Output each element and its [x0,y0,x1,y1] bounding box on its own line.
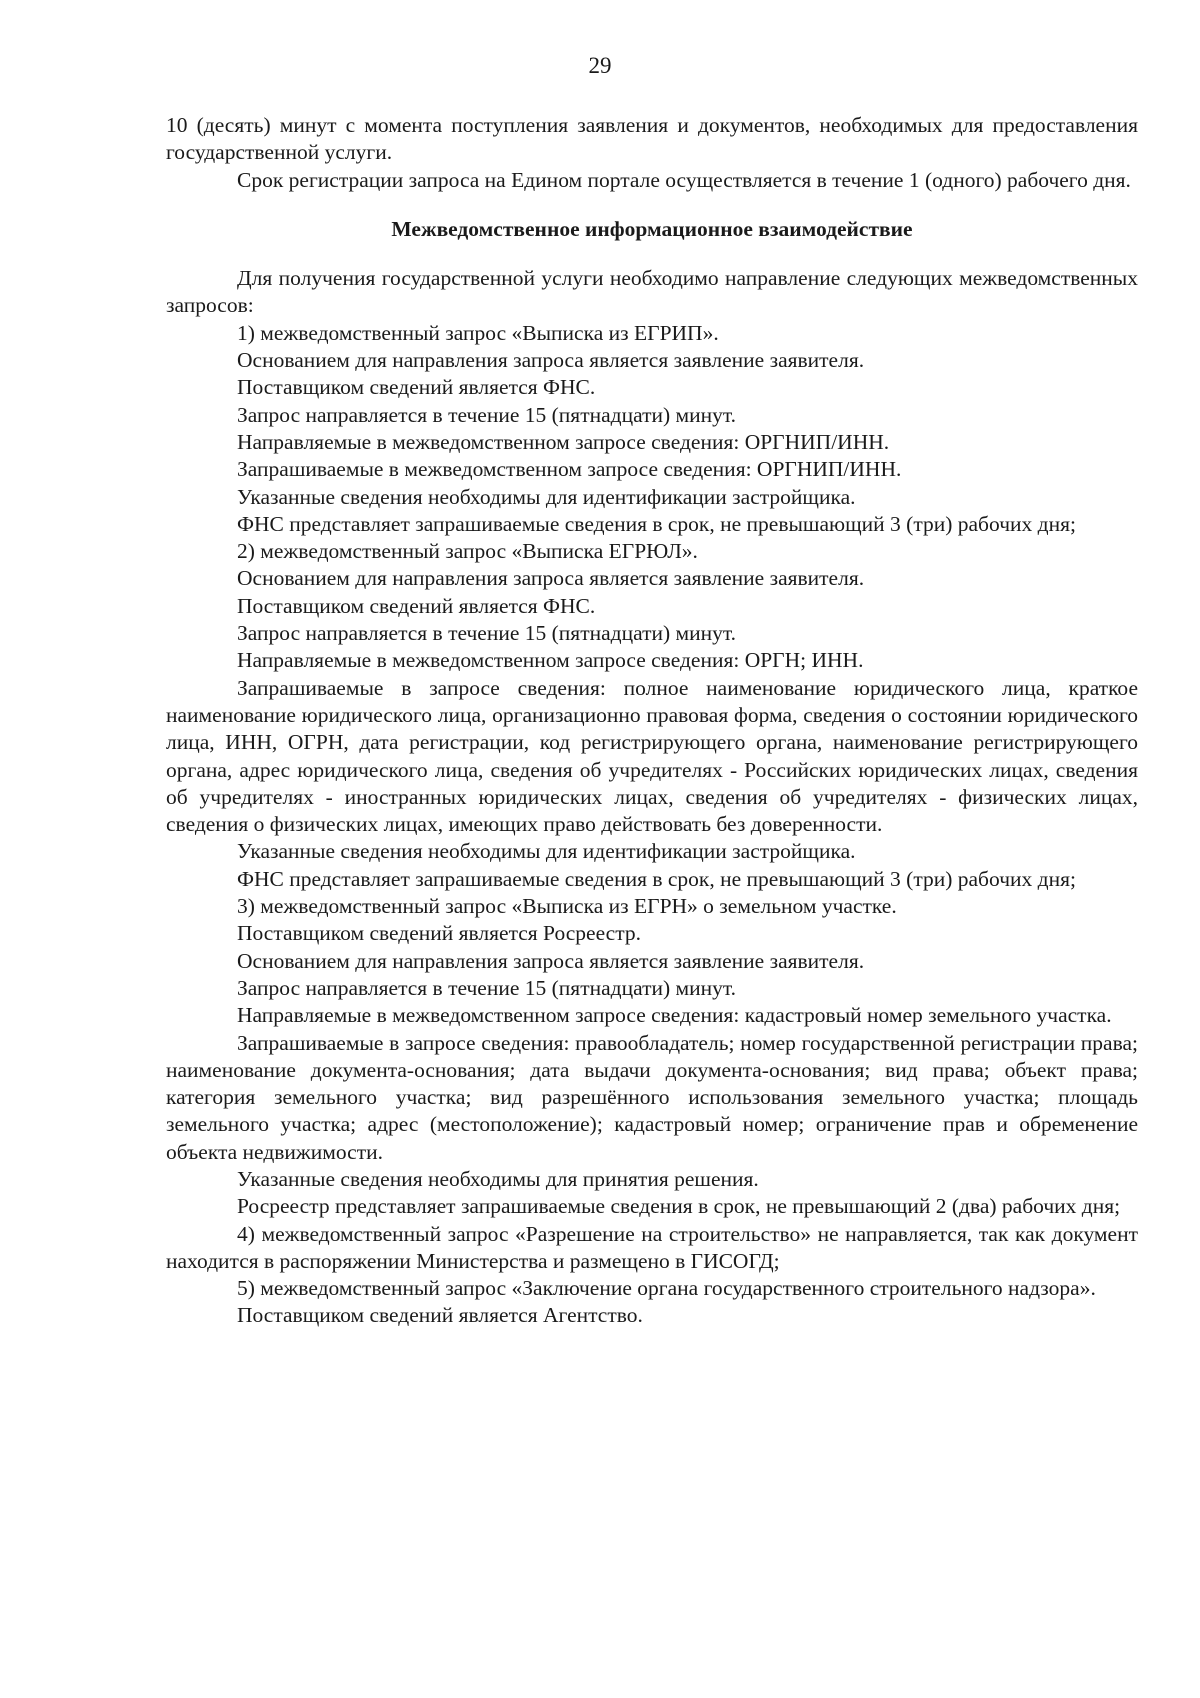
paragraph: 4) межведомственный запрос «Разрешение на строительство» не направляется, так как документ находится в распоряжении Министерства и размещено в ГИСОГД; [166,1221,1138,1273]
paragraph: 2) межведомственный запрос «Выписка ЕГРЮЛ». [237,539,698,564]
paragraph: 1) межведомственный запрос «Выписка из ЕГРИП». [237,320,719,345]
document-body [166,112,1138,1330]
paragraph: Указанные сведения необходимы для идентификации застройщика. [237,484,856,509]
paragraph: Для получения государственной услуги необходимо направление следующих межведомственных запросов: [166,266,1138,318]
paragraph: Направляемые в межведомственном запросе сведения: кадастровый номер земельного участка. [237,1003,1112,1028]
page-number: 29 [588,53,612,78]
paragraph: 10 (десять) минут с момента поступления заявления и документов, необходимых для предоставления государственной услуги. [166,113,1138,165]
paragraph: 3) межведомственный запрос «Выписка из ЕГРН» о земельном участке. [237,894,897,919]
paragraph: Запрос направляется в течение 15 (пятнадцати) минут. [237,975,737,1000]
paragraph: Запрашиваемые в межведомственном запросе сведения: ОРГНИП/ИНН. [237,457,902,482]
paragraph: Поставщиком сведений является Росреестр. [237,921,641,946]
paragraph: Запрос направляется в течение 15 (пятнадцати) минут. [237,402,737,427]
paragraph: Основанием для направления запроса является заявление заявителя. [237,348,865,373]
paragraph: Запрашиваемые в запросе сведения: правообладатель; номер государственной регистрации права; наименование документа-основания; дата выдачи документа-основания; вид права; объект права; категория земельного участка; вид разрешённого использования земельного участка; площадь земельного участка; адрес (местоположение); кадастровый номер; ограничение прав и обременение объекта недвижимости. [166,1030,1138,1164]
paragraph: Запрос направляется в течение 15 (пятнадцати) минут. [237,621,737,646]
paragraph: Росреестр представляет запрашиваемые сведения в срок, не превышающий 2 (два) рабочих дня; [237,1194,1121,1219]
paragraph: 5) межведомственный запрос «Заключение органа государственного строительного надзора». [237,1276,1096,1301]
paragraph: Указанные сведения необходимы для идентификации застройщика. [237,839,856,864]
paragraph: ФНС представляет запрашиваемые сведения в срок, не превышающий 3 (три) рабочих дня; [237,866,1076,891]
paragraph: Направляемые в межведомственном запросе сведения: ОРГНИП/ИНН. [237,429,890,454]
paragraph: Поставщиком сведений является Агентство. [237,1303,643,1328]
section-body [166,265,1138,1330]
paragraph: Срок регистрации запроса на Едином портале осуществляется в течение 1 (одного) рабочего дня. [237,167,1131,192]
paragraph: Запрашиваемые в запросе сведения: полное наименование юридического лица, краткое наименование юридического лица, организационно правовая форма, сведения о состоянии юридического лица, ИНН, ОГРН, дата регистрации, код регистрирующего органа, наименование регистрирующего органа, адрес юридического лица, сведения об учредителях - Российских юридических лицах, сведения об учредителях - иностранных юридических лицах, сведения об учредителях - физических лицах, сведения о физических лицах, имеющих право действовать без доверенности. [166,675,1138,837]
paragraph: Направляемые в межведомственном запросе сведения: ОРГН; ИНН. [237,648,864,673]
paragraph: ФНС представляет запрашиваемые сведения в срок, не превышающий 3 (три) рабочих дня; [237,511,1076,536]
paragraph: Основанием для направления запроса является заявление заявителя. [237,566,865,591]
paragraph: Указанные сведения необходимы для принятия решения. [237,1166,759,1191]
paragraph: Поставщиком сведений является ФНС. [237,375,596,400]
section-heading: Межведомственное информационное взаимодействие [391,216,913,241]
paragraph: Поставщиком сведений является ФНС. [237,593,596,618]
paragraph: Основанием для направления запроса является заявление заявителя. [237,948,865,973]
